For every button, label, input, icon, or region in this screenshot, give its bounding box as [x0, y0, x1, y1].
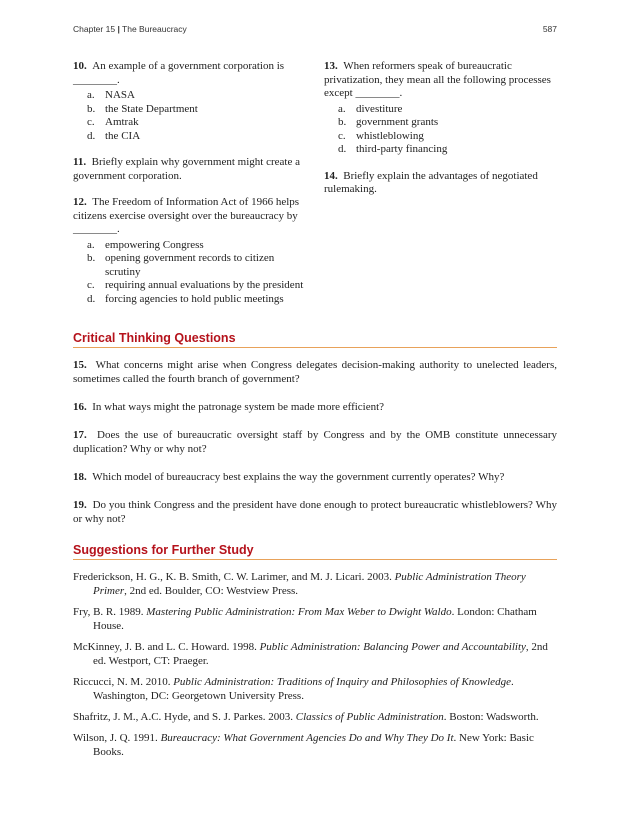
critical-thinking-heading: Critical Thinking Questions	[73, 331, 557, 348]
reference-entry	[73, 640, 557, 668]
reference-list	[73, 570, 557, 766]
option	[324, 143, 556, 157]
option	[73, 293, 305, 307]
page-header	[73, 24, 557, 38]
reference-publisher: . London: Chatham House.	[93, 606, 537, 632]
question-text: Which model of bureaucracy best explains the way the government currently operates? Why?	[92, 471, 505, 483]
option-text: government grants	[356, 116, 439, 128]
question-text: The Freedom of Information Act of 1966 helps citizens exercise oversight over the bureaucracy by ________.	[73, 196, 300, 235]
option	[73, 130, 305, 144]
reference-authors: Shafritz, J. M., A.C. Hyde, and S. J. Parkes. 2003.	[73, 711, 296, 723]
option	[73, 252, 305, 279]
reference-publisher: . New York: Basic Books.	[93, 732, 534, 758]
option	[73, 103, 305, 117]
reference-authors: Frederickson, H. G., K. B. Smith, C. W. Larimer, and M. J. Licari. 2003.	[73, 571, 395, 583]
reference-publisher: . Boston: Wadsworth.	[443, 711, 539, 723]
reference-publisher: , 2nd ed. Boulder, CO: Westview Press.	[124, 585, 299, 597]
option-text: opening government records to citizen scrutiny	[105, 252, 275, 278]
options-list	[324, 103, 556, 157]
option-letter: c.	[338, 129, 346, 142]
question-text: Briefly explain why government might create a government corporation.	[73, 156, 300, 182]
question-11	[73, 156, 305, 183]
question-18	[73, 470, 557, 484]
question-number: 15.	[73, 359, 87, 371]
reference-entry	[73, 570, 557, 598]
reference-authors: Wilson, J. Q. 1991.	[73, 732, 161, 744]
chapter-label: Chapter 15	[73, 24, 116, 34]
question-number: 19.	[73, 499, 87, 511]
option-text: whistleblowing	[356, 129, 424, 142]
option	[324, 116, 556, 130]
question-15	[73, 358, 557, 386]
option-letter: a.	[338, 102, 346, 115]
option-letter: c.	[87, 116, 95, 128]
left-question-column	[73, 60, 305, 319]
option-letter: b.	[87, 102, 96, 115]
reference-title: Public Administration: Traditions of Inquiry and Philosophies of Knowledge	[173, 676, 511, 688]
reference-entry	[73, 710, 557, 724]
right-question-column	[324, 60, 556, 210]
option-letter: c.	[87, 279, 95, 291]
question-16	[73, 400, 557, 414]
question-19	[73, 498, 557, 526]
option-text: the State Department	[105, 102, 198, 115]
reference-publisher: , 2nd ed. Westport, CT: Praeger.	[93, 641, 548, 667]
reference-title: Public Administration Theory Primer	[93, 571, 526, 597]
option	[73, 239, 305, 253]
question-number: 10.	[73, 60, 87, 72]
options-list	[73, 239, 305, 307]
option-letter: b.	[338, 116, 347, 128]
option-text: third-party financing	[356, 143, 448, 155]
question-number: 12.	[73, 196, 87, 208]
option-letter: b.	[87, 252, 96, 264]
question-text: Does the use of bureaucratic oversight staff by Congress and by the OMB constitute unnecessary duplication? Why or why not?	[73, 429, 558, 455]
reference-title: Mastering Public Administration: From Max Weber to Dwight Waldo	[146, 606, 452, 618]
question-17	[73, 428, 557, 456]
reference-authors: McKinney, J. B. and L. C. Howard. 1998.	[73, 641, 260, 653]
question-text: Briefly explain the advantages of negotiated rulemaking.	[324, 169, 538, 195]
option	[73, 89, 305, 103]
option-letter: d.	[338, 143, 347, 155]
reference-entry	[73, 731, 557, 759]
critical-thinking-questions	[73, 358, 557, 540]
question-text: Do you think Congress and the president have done enough to protect bureaucratic whistleblowers? Why or why not?	[73, 499, 557, 525]
header-separator: |	[117, 24, 120, 34]
reference-title: Public Administration: Balancing Power and Accountability	[259, 641, 526, 653]
chapter-title: The Bureaucracy	[122, 24, 187, 34]
option	[73, 279, 305, 293]
page-number: 587	[542, 24, 557, 34]
reference-entry	[73, 605, 557, 633]
question-12	[73, 196, 305, 306]
running-head	[73, 24, 187, 34]
option-letter: a.	[87, 89, 95, 101]
option	[324, 130, 556, 144]
option-letter: d.	[87, 129, 96, 142]
question-number: 14.	[324, 169, 338, 182]
reference-title: Classics of Public Administration	[295, 711, 444, 723]
option-text: requiring annual evaluations by the president	[105, 279, 304, 291]
option-text: Amtrak	[105, 116, 139, 128]
question-text: What concerns might arise when Congress delegates decision-making authority to unelected leaders, sometimes called the fourth branch of government?	[73, 359, 557, 385]
option-letter: d.	[87, 292, 96, 305]
reference-authors: Fry, B. R. 1989.	[73, 606, 147, 618]
option-text: forcing agencies to hold public meetings	[105, 292, 284, 305]
option	[324, 103, 556, 117]
reference-authors: Riccucci, N. M. 2010.	[73, 676, 174, 688]
option	[73, 116, 305, 130]
question-number: 11.	[73, 156, 87, 168]
options-list	[73, 89, 305, 143]
question-14	[324, 170, 556, 197]
option-letter: a.	[87, 238, 95, 251]
question-text: An example of a government corporation is ________.	[73, 60, 285, 86]
question-text: When reformers speak of bureaucratic privatization, they mean all the following processes except ________.	[324, 60, 551, 99]
reference-title: Bureaucracy: What Government Agencies Do and Why They Do It	[160, 732, 454, 744]
further-study-heading: Suggestions for Further Study	[73, 543, 557, 560]
option-text: empowering Congress	[105, 238, 204, 251]
question-text: In what ways might the patronage system be made more efficient?	[92, 401, 385, 413]
option-text: divestiture	[356, 102, 403, 115]
question-number: 16.	[73, 401, 87, 413]
question-13	[324, 60, 556, 157]
reference-publisher: . Washington, DC: Georgetown University Press.	[93, 676, 514, 702]
option-text: the CIA	[105, 129, 141, 142]
question-10	[73, 60, 305, 143]
question-number: 13.	[324, 60, 338, 72]
option-text: NASA	[105, 89, 135, 101]
reference-entry	[73, 675, 557, 703]
question-number: 18.	[73, 471, 87, 483]
question-number: 17.	[73, 429, 87, 441]
